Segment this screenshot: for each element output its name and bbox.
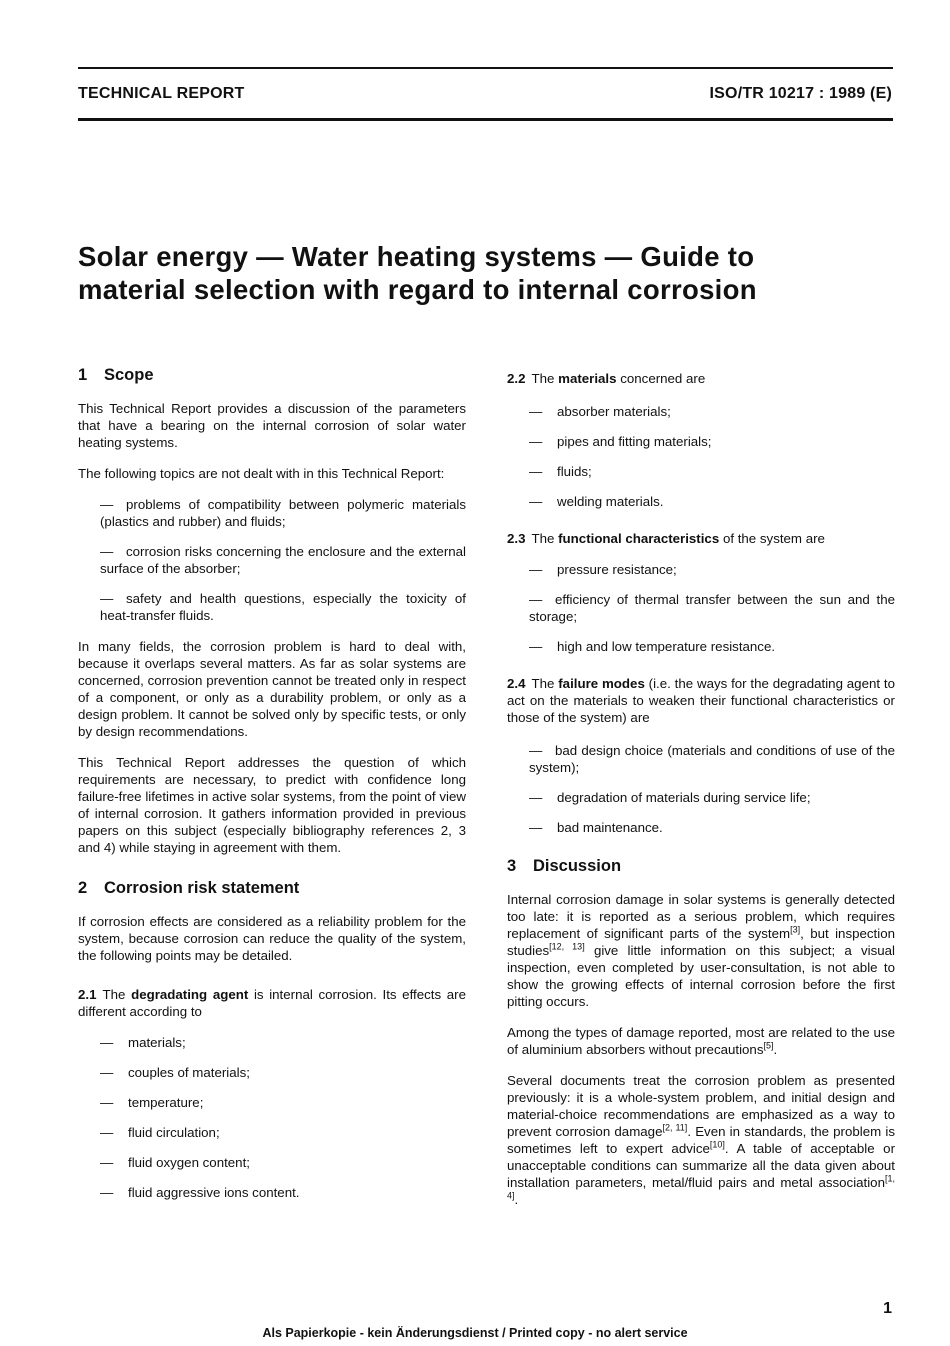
subclause-2-4: 2.4 The failure modes (i.e. the ways for the degradating agent to act on the materials to weaken their functional characteristics or those of the system) are [507, 676, 895, 725]
list-item: — pressure resistance; [529, 562, 677, 577]
list-item: — fluid circulation; [100, 1125, 220, 1140]
list-item: — fluid oxygen content; [100, 1155, 250, 1170]
list-item: — bad maintenance. [529, 820, 663, 835]
list-item: — welding materials. [529, 494, 664, 509]
list-item: — corrosion risks concerning the enclosure and the external surface of the absorber; [100, 544, 466, 576]
right-column [507, 370, 895, 1222]
list-item: — absorber materials; [529, 404, 671, 419]
section-2-heading: 2 Corrosion risk statement [78, 879, 300, 897]
left-column [78, 367, 466, 1215]
functional-characteristics-list [507, 561, 895, 655]
scope-paragraph-2: The following topics are not dealt with in this Technical Report: [78, 466, 445, 481]
discussion-paragraph-3: Several documents treat the corrosion problem as presented previously: it is a whole-system problem, and initial design and material-choice recommendations are emphasized as a way to prevent corrosion damage[2, 11]. Even in standards, the problem is sometimes left to expert advice[10]. A table of acceptable or unacceptable conditions can summarize all the data given about installation parameters, metal/fluid pairs and metal association[1, 4]. [507, 1073, 895, 1207]
footer-notice: Als Papierkopie - kein Änderungsdienst / Printed copy - no alert service [262, 1326, 688, 1340]
list-item: — fluids; [529, 464, 592, 479]
subclause-2-2: 2.2 The materials concerned are [507, 371, 706, 386]
header-rule-bottom [78, 118, 893, 121]
discussion-paragraph-2: Among the types of damage reported, most are related to the use of aluminium absorbers without precautions[5]. [507, 1025, 895, 1057]
header-left: TECHNICAL REPORT [78, 85, 245, 102]
document-title [78, 240, 908, 306]
title-line-2: material selection with regard to internal corrosion [78, 274, 757, 305]
scope-paragraph-1: This Technical Report provides a discussion of the parameters that have a bearing on the internal corrosion of solar water heating systems. [78, 401, 466, 450]
scope-paragraph-4: This Technical Report addresses the question of which requirements are necessary, to predict with confidence long failure-free lifetimes in active solar systems, from the point of view of internal corrosion. It gathers information provided in previous papers on this subject (especially bibliography references 2, 3 and 4) while staying in agreement with them. [78, 755, 466, 855]
materials-list [507, 403, 895, 510]
list-item: — couples of materials; [100, 1065, 250, 1080]
list-item: — safety and health questions, especially the toxicity of heat-transfer fluids. [100, 591, 466, 623]
list-item: — problems of compatibility between polymeric materials (plastics and rubber) and fluids; [100, 497, 466, 529]
subclause-2-3: 2.3 The functional characteristics of the system are [507, 531, 825, 546]
failure-modes-list [507, 742, 895, 836]
page-number: 1 [883, 1300, 892, 1317]
list-item: — temperature; [100, 1095, 204, 1110]
header-rule-top [78, 67, 893, 69]
section-3-heading: 3 Discussion [507, 857, 622, 875]
list-item: — bad design choice (materials and conditions of use of the system); [529, 743, 895, 775]
risk-paragraph-1: If corrosion effects are considered as a reliability problem for the system, because corrosion can reduce the quality of the system, the following points may be detailed. [78, 914, 466, 963]
scope-paragraph-3: In many fields, the corrosion problem is hard to deal with, because it overlaps several matters. As far as solar systems are concerned, corrosion prevention cannot be treated only in respect of a component, or only as a durability problem, or only as a design problem. It cannot be solved only by specific tests, or only by design recommendations. [78, 639, 466, 739]
subclause-2-1: 2.1 The degradating agent is internal corrosion. Its effects are different according to [78, 987, 466, 1019]
list-item: — pipes and fitting materials; [529, 434, 712, 449]
list-item: — materials; [100, 1035, 186, 1050]
scope-excluded-list [78, 496, 466, 624]
list-item: — degradation of materials during service life; [529, 790, 811, 805]
list-item: — fluid aggressive ions content. [100, 1185, 300, 1200]
header-right: ISO/TR 10217 : 1989 (E) [709, 85, 892, 102]
section-1-heading: 1 Scope [78, 366, 154, 384]
list-item: — high and low temperature resistance. [529, 639, 776, 654]
list-item: — efficiency of thermal transfer between the sun and the storage; [529, 592, 895, 624]
discussion-paragraph-1: Internal corrosion damage in solar systems is generally detected too late: it is reported as a serious problem, which requires replacement of significant parts of the system[3], but inspection studies[12, 13] give little information on this subject; a visual inspection, even completed by user-consultation, is not able to show the growing effects of internal corrosion before the first pitting occurs. [507, 892, 896, 1009]
title-line-1: Solar energy — Water heating systems — Guide to [78, 241, 755, 272]
degradating-agent-list [78, 1034, 466, 1201]
